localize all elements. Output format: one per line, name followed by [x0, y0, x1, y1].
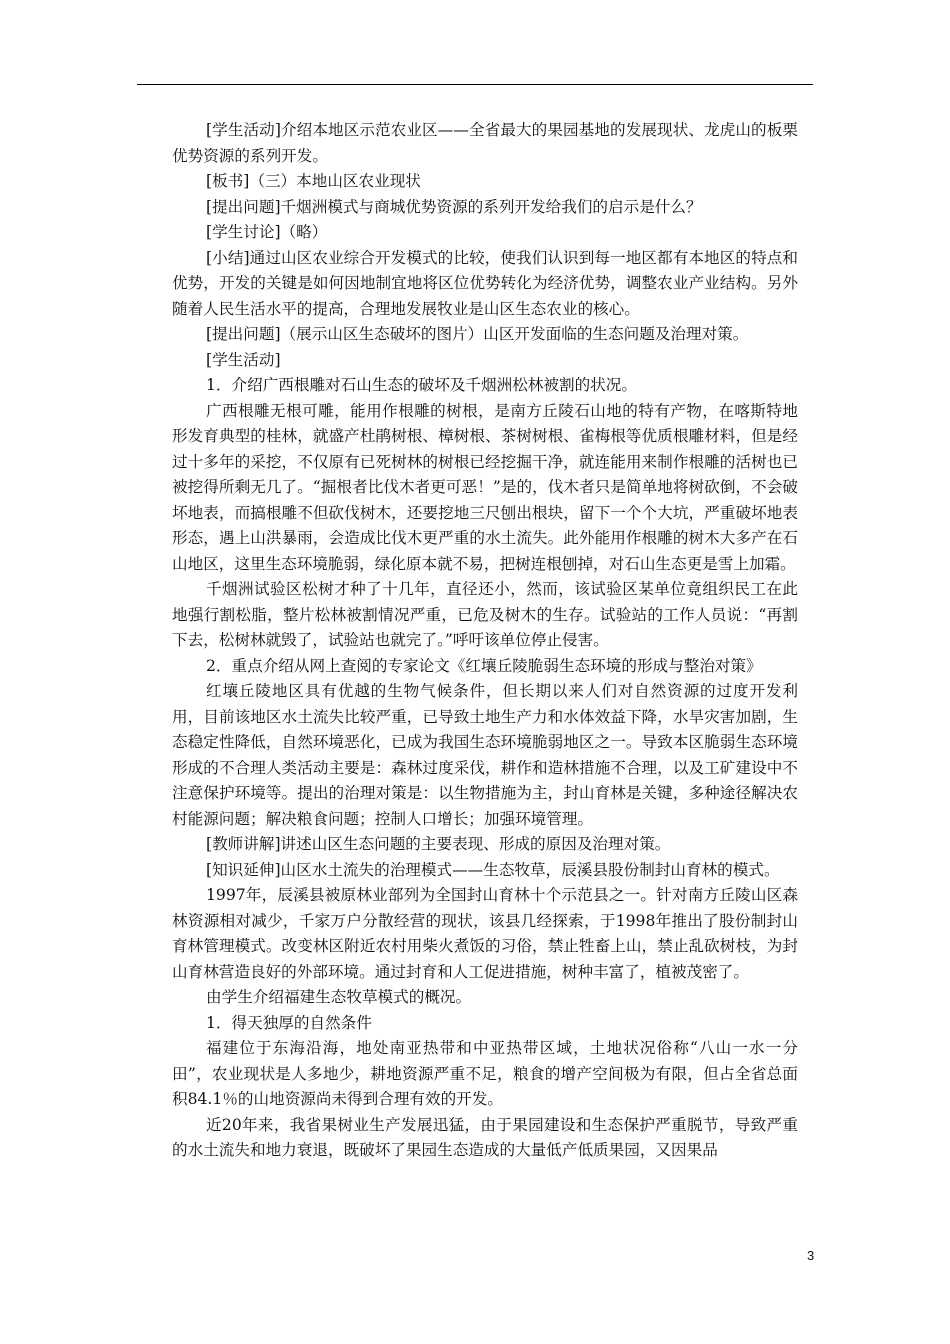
paragraph: [知识延伸]山区水土流失的治理模式——生态牧草，辰溪县股份制封山育林的模式。	[206, 860, 780, 879]
paragraph: 2．重点介绍从网上查阅的专家论文《红壤丘陵脆弱生态环境的形成与整治对策》	[206, 656, 762, 675]
paragraph: [学生讨论]（略）	[206, 223, 328, 241]
page-number: 3	[807, 1248, 815, 1263]
paragraph: 1997年，辰溪县被原林业部列为全国封山育林十个示范县之一。针对南方丘陵山区森林资源相对减少，千家万户分散经营的现状，该县几经探索，于1998年推出了股份制封山育林管理模式。改变林区附近农村用柴火煮饭的习俗，禁止牲畜上山，禁止乱砍树枝，为封山育林营造良好的外部环境。通过封育和人工促进措施，树种丰富了，植被茂密了。	[172, 886, 798, 981]
paragraph: [板书]（三）本地山区农业现状	[206, 172, 421, 190]
paragraph: [提出问题]千烟洲模式与商城优势资源的系列开发给我们的启示是什么？	[206, 197, 702, 216]
paragraph: 由学生介绍福建生态牧草模式的概况。	[206, 988, 472, 1006]
paragraph: [教师讲解]讲述山区生态问题的主要表现、形成的原因及治理对策。	[206, 835, 671, 853]
paragraph: 红壤丘陵地区具有优越的生物气候条件，但长期以来人们对自然资源的过度开发利用，目前该地区水土流失比较严重，已导致土地生产力和水体效益下降，水旱灾害加剧，生态稳定性降低，自然环境恶化，已成为我国生态环境脆弱地区之一。导致本区脆弱生态环境形成的不合理人类活动主要是：森林过度采伐，耕作和造林措施不合理，以及工矿建设中不注意保护环境等。提出的治理对策是：以生物措施为主，封山育林是关键，多种途径解决农村能源问题；解决粮食问题；控制人口增长；加强环境管理。	[172, 682, 798, 828]
paragraph: [学生活动]	[206, 350, 281, 369]
paragraph: 福建位于东海沿海，地处南亚热带和中亚热带区域，土地状况俗称“八山一水一分田”，农业现状是人多地少，耕地资源严重不足，粮食的增产空间极为有限，但占全省总面积84.1％的山地资源尚未得到合理有效的开发。	[172, 1039, 798, 1108]
paragraph: 广西根雕无根可雕，能用作根雕的树根，是南方丘陵石山地的特有产物，在喀斯特地形发育典型的桂林，就盛产杜鹃树根、樟树根、茶树树根、雀梅根等优质根雕材料，但是经过十多年的采挖，不仅原有已死树林的树根已经挖掘干净，就连能用来制作根雕的活树也已被挖得所剩无几了。“掘根者比伐木者更可恶！”是的，伐木者只是简单地将树砍倒，不会破坏地表，而搞根雕不但砍伐树木，还要挖地三尺刨出根块，留下一个个大坑，严重破坏地表形态，遇上山洪暴雨，会造成比伐木更严重的水土流失。此外能用作根雕的树木大多产在石山地区，这里生态环境脆弱，绿化原本就不易，把树连根刨掉，对石山生态更是雪上加霜。	[172, 401, 798, 573]
paragraph: 1．得天独厚的自然条件	[206, 1013, 372, 1032]
paragraph: [提出问题]（展示山区生态破坏的图片）山区开发面临的生态问题及治理对策。	[206, 325, 749, 343]
paragraph: [学生活动]介绍本地区示范农业区——全省最大的果园基地的发展现状、龙虎山的板栗优势资源的系列开发。	[172, 121, 798, 165]
paragraph: 千烟洲试验区松树才种了十几年，直径还小，然而，该试验区某单位竟组织民工在此地强行割松脂，整片松林被割情况严重，已危及树木的生存。试验站的工作人员说：“再割下去，松树林就毁了，试验站也就完了。”呼吁该单位停止侵害。	[172, 580, 798, 649]
paragraph: 近20年来，我省果树业生产发展迅猛，由于果园建设和生态保护严重脱节，导致严重的水土流失和地力衰退，既破坏了果园生态造成的大量低产低质果园，又因果品	[172, 1115, 798, 1159]
paragraph: 1．介绍广西根雕对石山生态的破坏及千烟洲松林被割的状况。	[206, 376, 637, 394]
document-body	[172, 118, 798, 1164]
paragraph: [小结]通过山区农业综合开发模式的比较，使我们认识到每一地区都有本地区的特点和优势，开发的关键是如何因地制宜地将区位优势转化为经济优势，调整农业产业结构。另外随着人民生活水平的提高，合理地发展牧业是山区生态农业的核心。	[172, 248, 798, 318]
header-rule	[137, 84, 813, 85]
